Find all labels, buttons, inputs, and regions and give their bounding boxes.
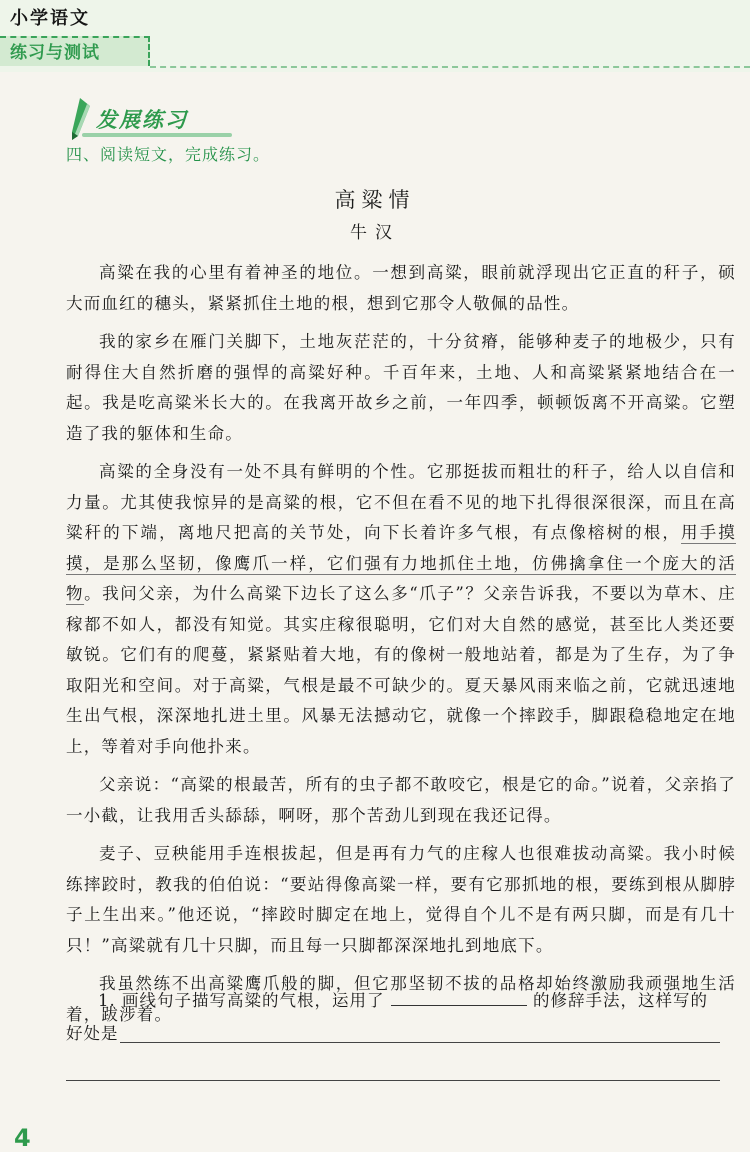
page-number: 4	[14, 1124, 31, 1152]
paragraph-3-end: 。我问父亲，为什么高粱下边长了这么多“爪子”？父亲告诉我，不要以为草木、庄稼都不如人，都没有知觉。其实庄稼很聪明，它们对大自然的感觉，甚至比人类还要敏锐。它们有的爬蔓，紧紧贴着大地，有的像树一般地站着，都是为了生存，为了争取阳光和空间。对于高粱，气根是最不可缺少的。夏天暴风雨来临之前，它就迅速地生出气根，深深地扎进土里。风暴无法撼动它，就像一个摔跤手，脚跟稳稳地定在地上，等着对手向他扑来。	[66, 584, 736, 756]
rhetoric-blank[interactable]	[391, 987, 527, 1006]
series-title: 小学语文	[10, 8, 90, 29]
question-1	[98, 986, 738, 1016]
section-heading: 发展练习	[96, 108, 188, 132]
question-number: 1.	[98, 991, 116, 1010]
paragraph-2: 我的家乡在雁门关脚下，土地灰茫茫的，十分贫瘠，能够种麦子的地极少，只有耐得住大自然折磨的强悍的高粱好种。千百年来，土地、人和高粱紧紧地结合在一起。我是吃高粱米长大的。在我离开故乡之前，一年四季，顿顿饭离不开高粱。它塑造了我的躯体和生命。	[66, 332, 736, 443]
benefit-answer-line-2[interactable]	[66, 1080, 720, 1081]
article-body	[66, 258, 736, 1030]
paragraph-1: 高粱在我的心里有着神圣的地位。一想到高粱，眼前就浮现出它正直的秆子，硕大而血红的穗头，紧紧抓住土地的根，想到它那令人敬佩的品性。	[66, 263, 736, 313]
paragraph-3-start: 高粱的全身没有一处不具有鲜明的个性。它那挺拔而粗壮的秆子，给人以自信和力量。尤其使我惊异的是高粱的根，它不但在看不见的地下扎得很深很深，而且在高粱秆的下端，离地尺把高的关节处，向下长着许多气根，有点像榕树的根，	[66, 462, 736, 542]
header-divider	[150, 66, 750, 68]
article-title: 高粱情	[334, 188, 416, 212]
article-author: 牛汉	[350, 223, 400, 243]
paragraph-4: 父亲说：“高粱的根最苦，所有的虫子都不敢咬它，根是它的命。”说着，父亲掐了一小截，让我用舌头舔舔，啊呀，那个苦劲儿到现在我还记得。	[66, 775, 736, 825]
paragraph-6: 我虽然练不出高粱鹰爪般的脚，但它那坚韧不拔的品格却始终激励我顽强地生活着，跋涉着。	[66, 974, 736, 1024]
exercise-instruction: 四、阅读短文，完成练习。	[66, 145, 271, 164]
section-underline	[82, 133, 232, 137]
benefit-answer-line-1[interactable]	[120, 1042, 720, 1043]
paragraph-5: 麦子、豆秧能用手连根拔起，但是再有力气的庄稼人也很难拔动高粱。我小时候练摔跤时，教我的伯伯说：“要站得像高粱一样，要有它那抓地的根，要练到根从脚脖子上生出来。”他还说，“摔跤时脚定在地上，觉得自个儿不是有两只脚，而是有几十只！”高粱就有几十只脚，而且每一只脚都深深地扎到地底下。	[66, 844, 736, 955]
benefit-label: 好处是	[66, 1024, 119, 1043]
underlined-sentence: 用手摸摸，是那么坚韧，像鹰爪一样，它们强有力地抓住土地，仿佛擒拿住一个庞大的活物	[66, 523, 736, 603]
question-text-after: 的修辞手法，这样写的	[533, 991, 708, 1010]
question-text-before: 画线句子描写高粱的气根，运用了	[122, 991, 385, 1010]
book-title: 练习与测试	[0, 36, 150, 66]
paragraph-3	[66, 457, 736, 762]
